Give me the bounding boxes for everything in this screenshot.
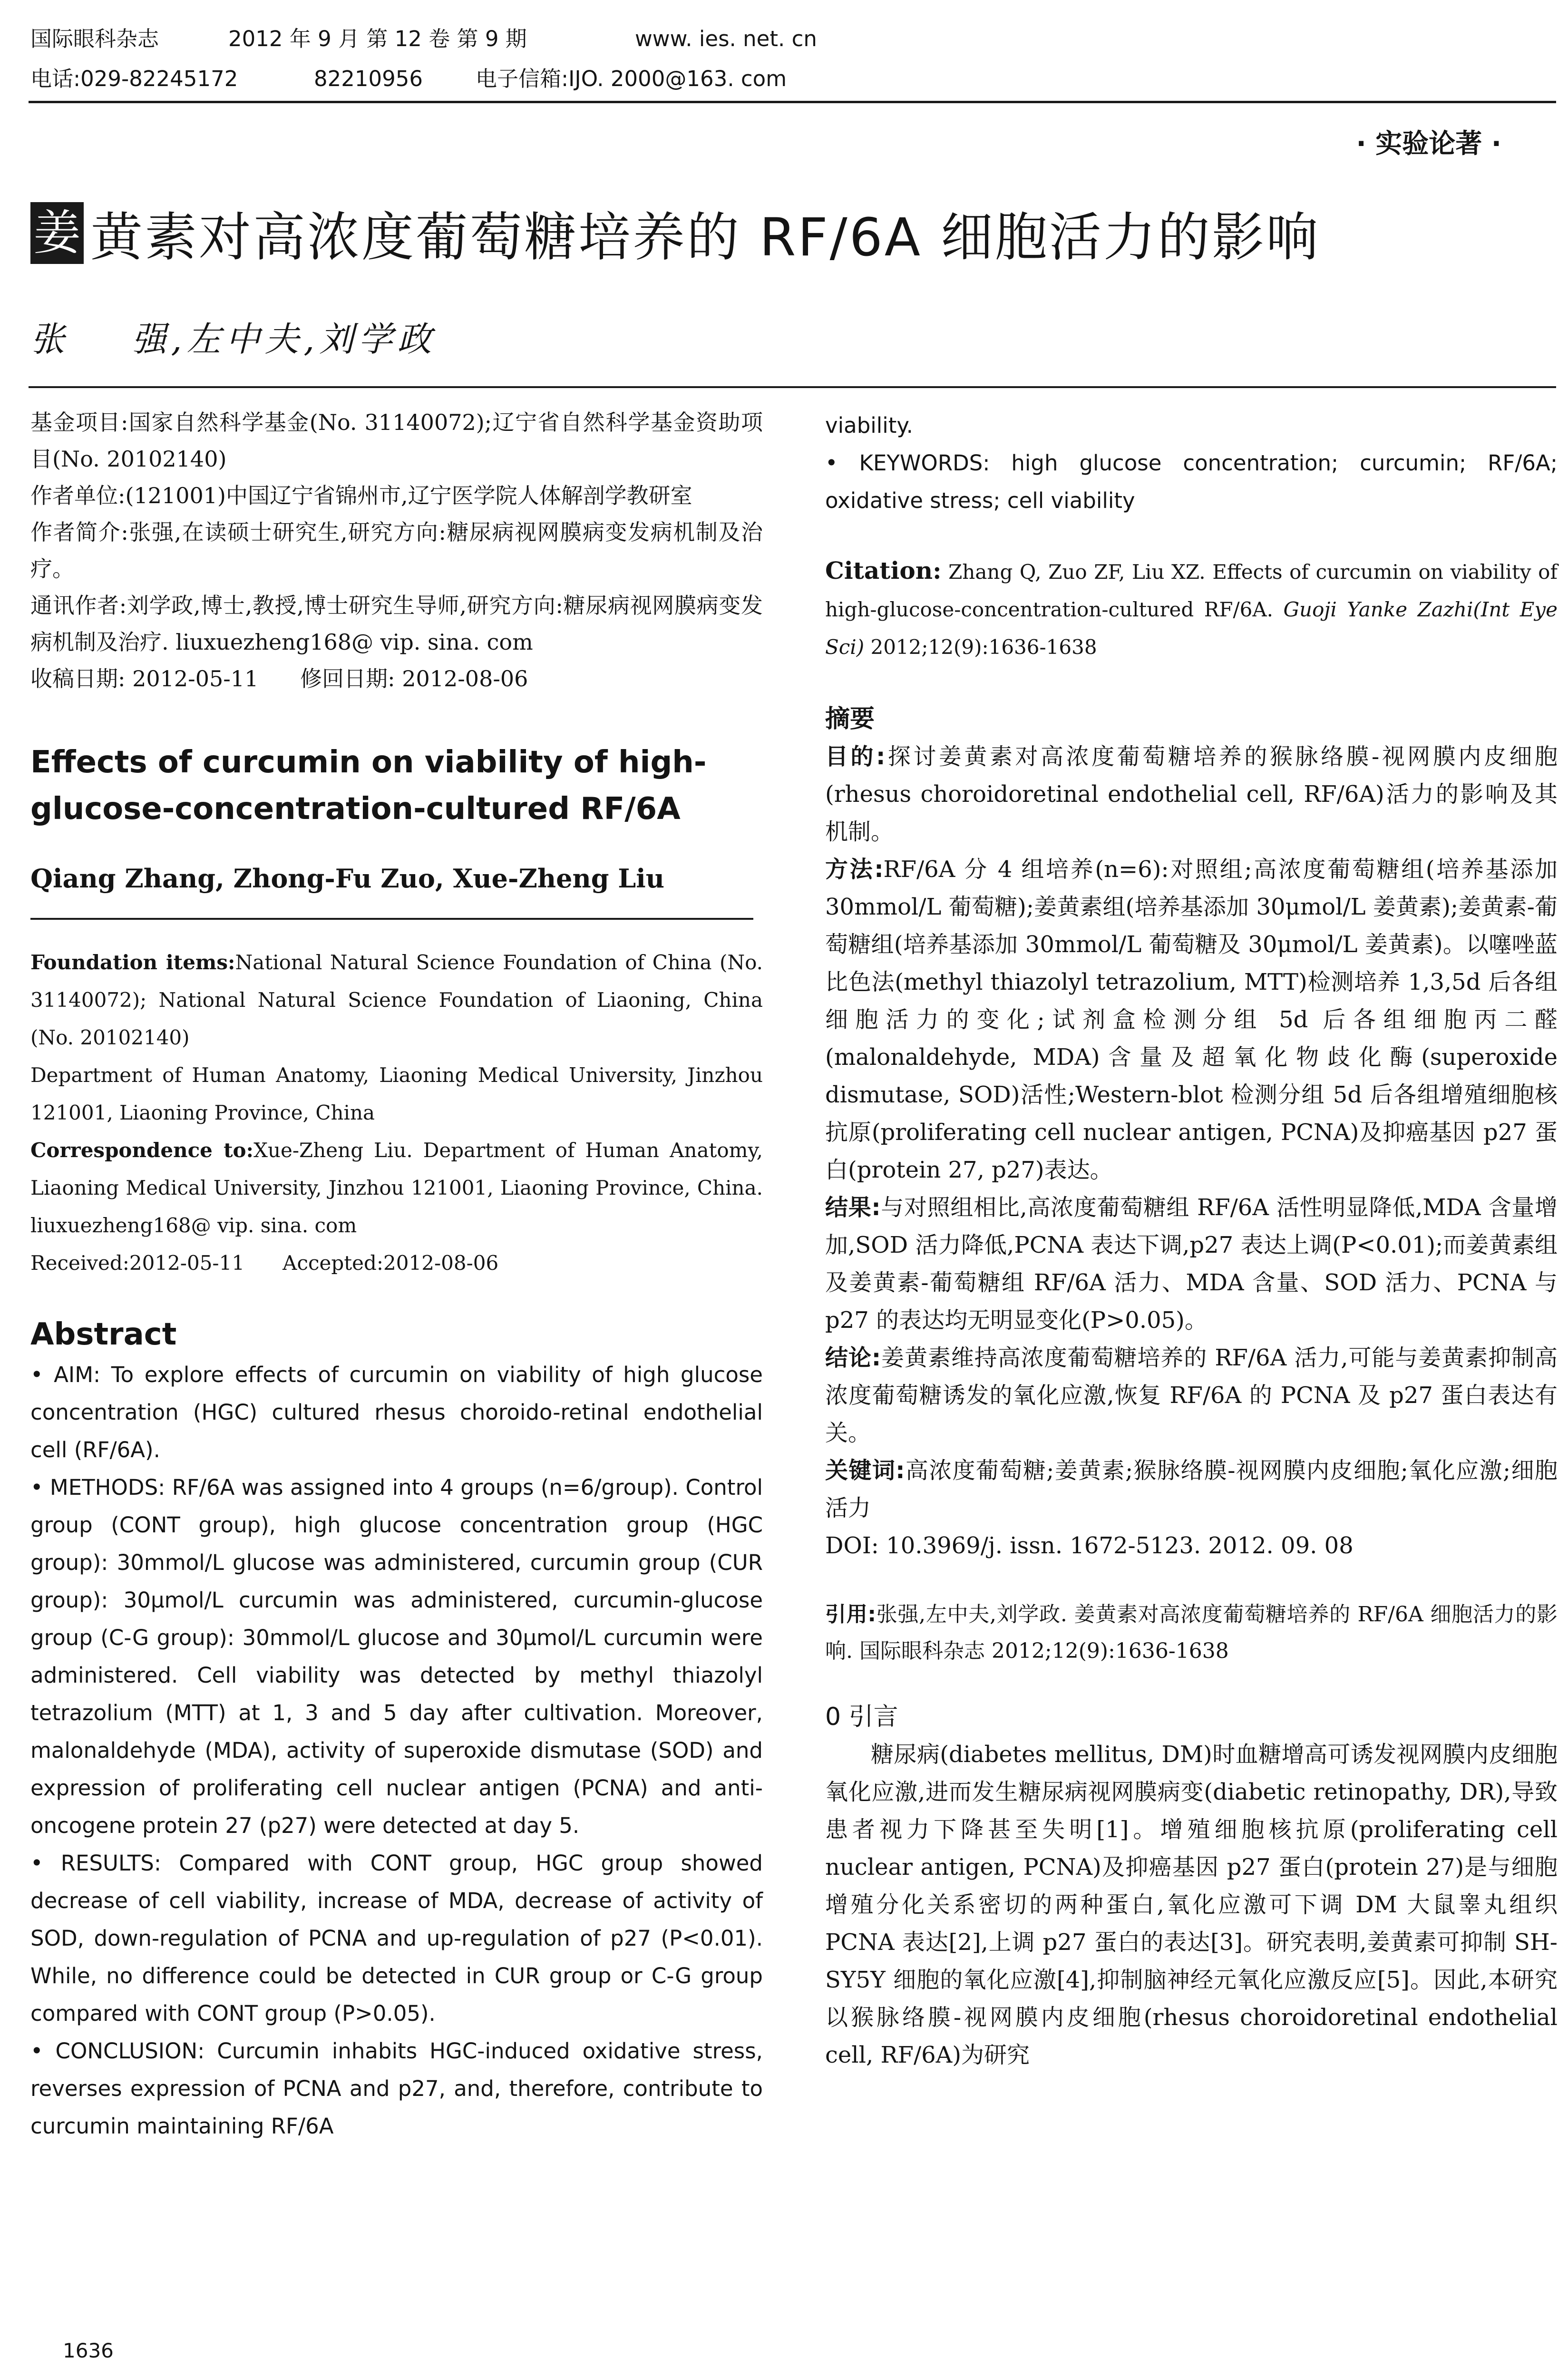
foundation-label: Foundation items: [30, 951, 235, 974]
issue-info: 2012 年 9 月 第 12 卷 第 9 期 [228, 26, 527, 51]
english-authors: Qiang Zhang, Zhong-Fu Zuo, Xue-Zheng Liu [30, 863, 665, 894]
article-title [30, 200, 1320, 266]
cn-conclusion-text: 姜黄素维持高浓度葡萄糖培养的 RF/6A 活力,可能与姜黄素抑制高浓度葡萄糖诱发的氧化应激,恢复 RF/6A 的 PCNA 及 p27 蛋白表达有关。 [825, 1344, 1558, 1446]
cn-abstract-conclusion [825, 1339, 1558, 1452]
cn-abstract-keywords [825, 1452, 1558, 1527]
phone-number-2: 82210956 [314, 66, 423, 91]
cite-cn-text: 张强,左中夫,刘学政. 姜黄素对高浓度葡萄糖培养的 RF/6A 细胞活力的影响. 国际眼科杂志 2012;12(9):1636-1638 [825, 1602, 1558, 1663]
journal-name: 国际眼科杂志 [30, 26, 159, 51]
meta-fund: 基金项目:国家自然科学基金(No. 31140072);辽宁省自然科学基金资助项目(No. 20102140) [30, 409, 763, 472]
section-tag: · 实验论著 · [1356, 128, 1501, 159]
cn-conclusion-label: 结论: [825, 1344, 881, 1371]
meta-author-bio: 作者简介:张强,在读硕士研究生,研究方向:糖尿病视网膜病变发病机制及治疗。 [30, 519, 763, 582]
cn-results-text: 与对照组相比,高浓度葡萄糖组 RF/6A 活性明显降低,MDA 含量增加,SOD 活力降低,PCNA 表达下调,p27 表达上调(P<0.01);而姜黄素组及姜黄素-葡萄糖组 RF/6A 活力、MDA 含量、SOD 活力、PCNA 与 p27 的表达均无明显变化(P>0.05)。 [825, 1194, 1558, 1334]
meta-affiliation: 作者单位:(121001)中国辽宁省锦州市,辽宁医学院人体解剖学教研室 [30, 483, 692, 508]
cn-keywords-text: 高浓度葡萄糖;姜黄素;猴脉络膜-视网膜内皮细胞;氧化应激;细胞活力 [825, 1457, 1558, 1521]
cite-cn-label: 引用: [825, 1602, 877, 1627]
abstract-aim: • AIM: To explore effects of curcumin on viability of high glucose concentration (HGC) cultured rhesus choroido-retinal endothelial cell (RF/6A). [30, 1362, 763, 1462]
cn-aim-label: 目的: [825, 743, 886, 770]
abstract-conclusion: • CONCLUSION: Curcumin inhabits HGC-induced oxidative stress, reverses expression of PCNA and p27, and, therefore, contribute to curcumin maintaining RF/6A [30, 2038, 763, 2139]
correspondence-label: Correspondence to: [30, 1139, 254, 1162]
department: Department of Human Anatomy, Liaoning Medical University, Jinzhou 121001, Liaoning Province, China [30, 1063, 763, 1124]
citation-journal: Guoji Yanke Zazhi(Int Eye Sci) [825, 598, 1558, 659]
abstract-methods: • METHODS: RF/6A was assigned into 4 groups (n=6/group). Control group (CONT group), high glucose concentration group (HGC group): 30mmol/L glucose was administered, curcumin group (CUR group): 30μmol/L curcumin was administered, curcumin-glucose group (C-G group): 30mmol/L glucose and 30μmol/L curcumin were administered. Cell viability was detected by methyl thiazolyl tetrazolium (MTT) at 1, 3 and 5 day after cultivation. Moreover, malonaldehyde (MDA), activity of superoxide dismutase (SOD) and expression of proliferating cell nuclear antigen (PCNA) and anti-oncogene protein 27 (p27) were detected at day 5. [30, 1475, 763, 1838]
page-number: 1636 [63, 2339, 114, 2362]
abstract-keywords: • KEYWORDS: high glucose concentration; curcumin; RF/6A; oxidative stress; cell viability [825, 450, 1558, 513]
abstract-results: • RESULTS: Compared with CONT group, HGC group showed decrease of cell viability, increase of MDA, decrease of activity of SOD, down-regulation of PCNA and up-regulation of p27 (P<0.01). While, no difference could be detected in CUR group or C-G group compared with CONT group (P>0.05). [30, 1851, 763, 2026]
header-rule [29, 101, 1556, 103]
intro-heading: 0 引言 [825, 1703, 898, 1731]
email-label: 电子信箱:IJO. 2000@163. com [476, 66, 787, 91]
received-accepted: Received:2012-05-11 Accepted:2012-08-06 [30, 1251, 499, 1275]
phone-label: 电话:029-82245172 [30, 66, 238, 91]
cn-results-label: 结果: [825, 1194, 881, 1221]
citation [825, 552, 1558, 666]
cn-keywords-label: 关键词: [825, 1457, 905, 1484]
cn-methods-text: RF/6A 分 4 组培养(n=6):对照组;高浓度葡萄糖组(培养基添加 30mmol/L 葡萄糖);姜黄素组(培养基添加 30μmol/L 姜黄素);姜黄素-葡萄糖组(培养基添加 30mmol/L 葡萄糖及 30μmol/L 姜黄素)。以噻唑蓝比色法(methyl thiazolyl tetrazolium, MTT)检测培养 1,3,5d 后各组细胞活力的变化;试剂盒检测分组 5d 后各组细胞丙二醛(malonaldehyde, MDA)含量及超氧化物歧化酶(superoxide dismutase, SOD)活性;Western-blot 检测分组 5d 后各组增殖细胞核抗原(proliferating cell nuclear antigen, PCNA)及抑癌基因 p27 蛋白(protein 27, p27)表达。 [825, 856, 1558, 1183]
citation-label: Citation: [825, 556, 942, 585]
cn-doi: DOI: 10.3969/j. issn. 1672-5123. 2012. 09. 08 [825, 1532, 1354, 1559]
english-title: Effects of curcumin on viability of high-glucose-concentration-cultured RF/6A [30, 745, 707, 827]
abstract-conclusion-cont: viability. [825, 413, 913, 438]
citation-text: Zhang Q, Zuo ZF, Liu XZ. Effects of curcumin on viability of high-glucose-concentration-cultured RF/6A. [825, 560, 1558, 621]
cn-abstract-aim [825, 738, 1558, 851]
meta-dates: 收稿日期: 2012-05-11 修回日期: 2012-08-06 [30, 666, 528, 692]
cn-aim-text: 探讨姜黄素对高浓度葡萄糖培养的猴脉络膜-视网膜内皮细胞(rhesus choroidoretinal endothelial cell, RF/6A)活力的影响及其机制。 [825, 743, 1558, 845]
title-rule [29, 386, 1556, 388]
meta-correspondence: 通讯作者:刘学政,博士,教授,博士研究生导师,研究方向:糖尿病视网膜病变发病机制及治疗. liuxuezheng168@ vip. sina. com [30, 593, 763, 655]
abstract-heading: Abstract [30, 1317, 177, 1352]
citation-tail: 2012;12(9):1636-1638 [870, 635, 1097, 659]
title-first-char: 姜 [30, 202, 84, 264]
cn-methods-label: 方法: [825, 856, 884, 883]
left-column [30, 404, 763, 2145]
correspondence [30, 1131, 763, 1244]
title-text: 黄素对高浓度葡萄糖培养的 RF/6A 细胞活力的影响 [90, 207, 1320, 268]
cn-abstract-methods [825, 851, 1558, 1189]
intro-text: 糖尿病(diabetes mellitus, DM)时血糖增高可诱发视网膜内皮细胞氧化应激,进而发生糖尿病视网膜病变(diabetic retinopathy, DR),导致患者视力下降甚至失明[1]。增殖细胞核抗原(proliferating cell nuclear antigen, PCNA)及抑癌基因 p27 蛋白(protein 27)是与细胞增殖分化关系密切的两种蛋白,氧化应激可下调 DM 大鼠睾丸组织 PCNA 表达[2],上调 p27 蛋白的表达[3]。研究表明,姜黄素可抑制 SH-SY5Y 细胞的氧化应激[4],抑制脑神经元氧化应激反应[5]。因此,本研究以猴脉络膜-视网膜内皮细胞(rhesus choroidoretinal endothelial cell, RF/6A)为研究 [825, 1741, 1558, 2068]
authors-cn: 张 强,左中夫,刘学政 [30, 319, 437, 359]
journal-website: www. ies. net. cn [635, 26, 817, 51]
right-column [825, 407, 1558, 2074]
cn-abstract-heading: 摘要 [825, 705, 875, 733]
foundation-items [30, 944, 763, 1056]
cite-cn [825, 1596, 1558, 1669]
foundation-text: National Natural Science Foundation of China (No. 31140072); National Natural Science Foundation of Liaoning, China (No. 20102140) [30, 951, 763, 1049]
correspondence-text: Xue-Zheng Liu. Department of Human Anatomy, Liaoning Medical University, Jinzhou 121001, Liaoning Province, China. liuxuezheng168@ vip. sina. com [30, 1139, 763, 1237]
english-authors-rule [30, 918, 753, 920]
cn-abstract-results [825, 1189, 1558, 1339]
